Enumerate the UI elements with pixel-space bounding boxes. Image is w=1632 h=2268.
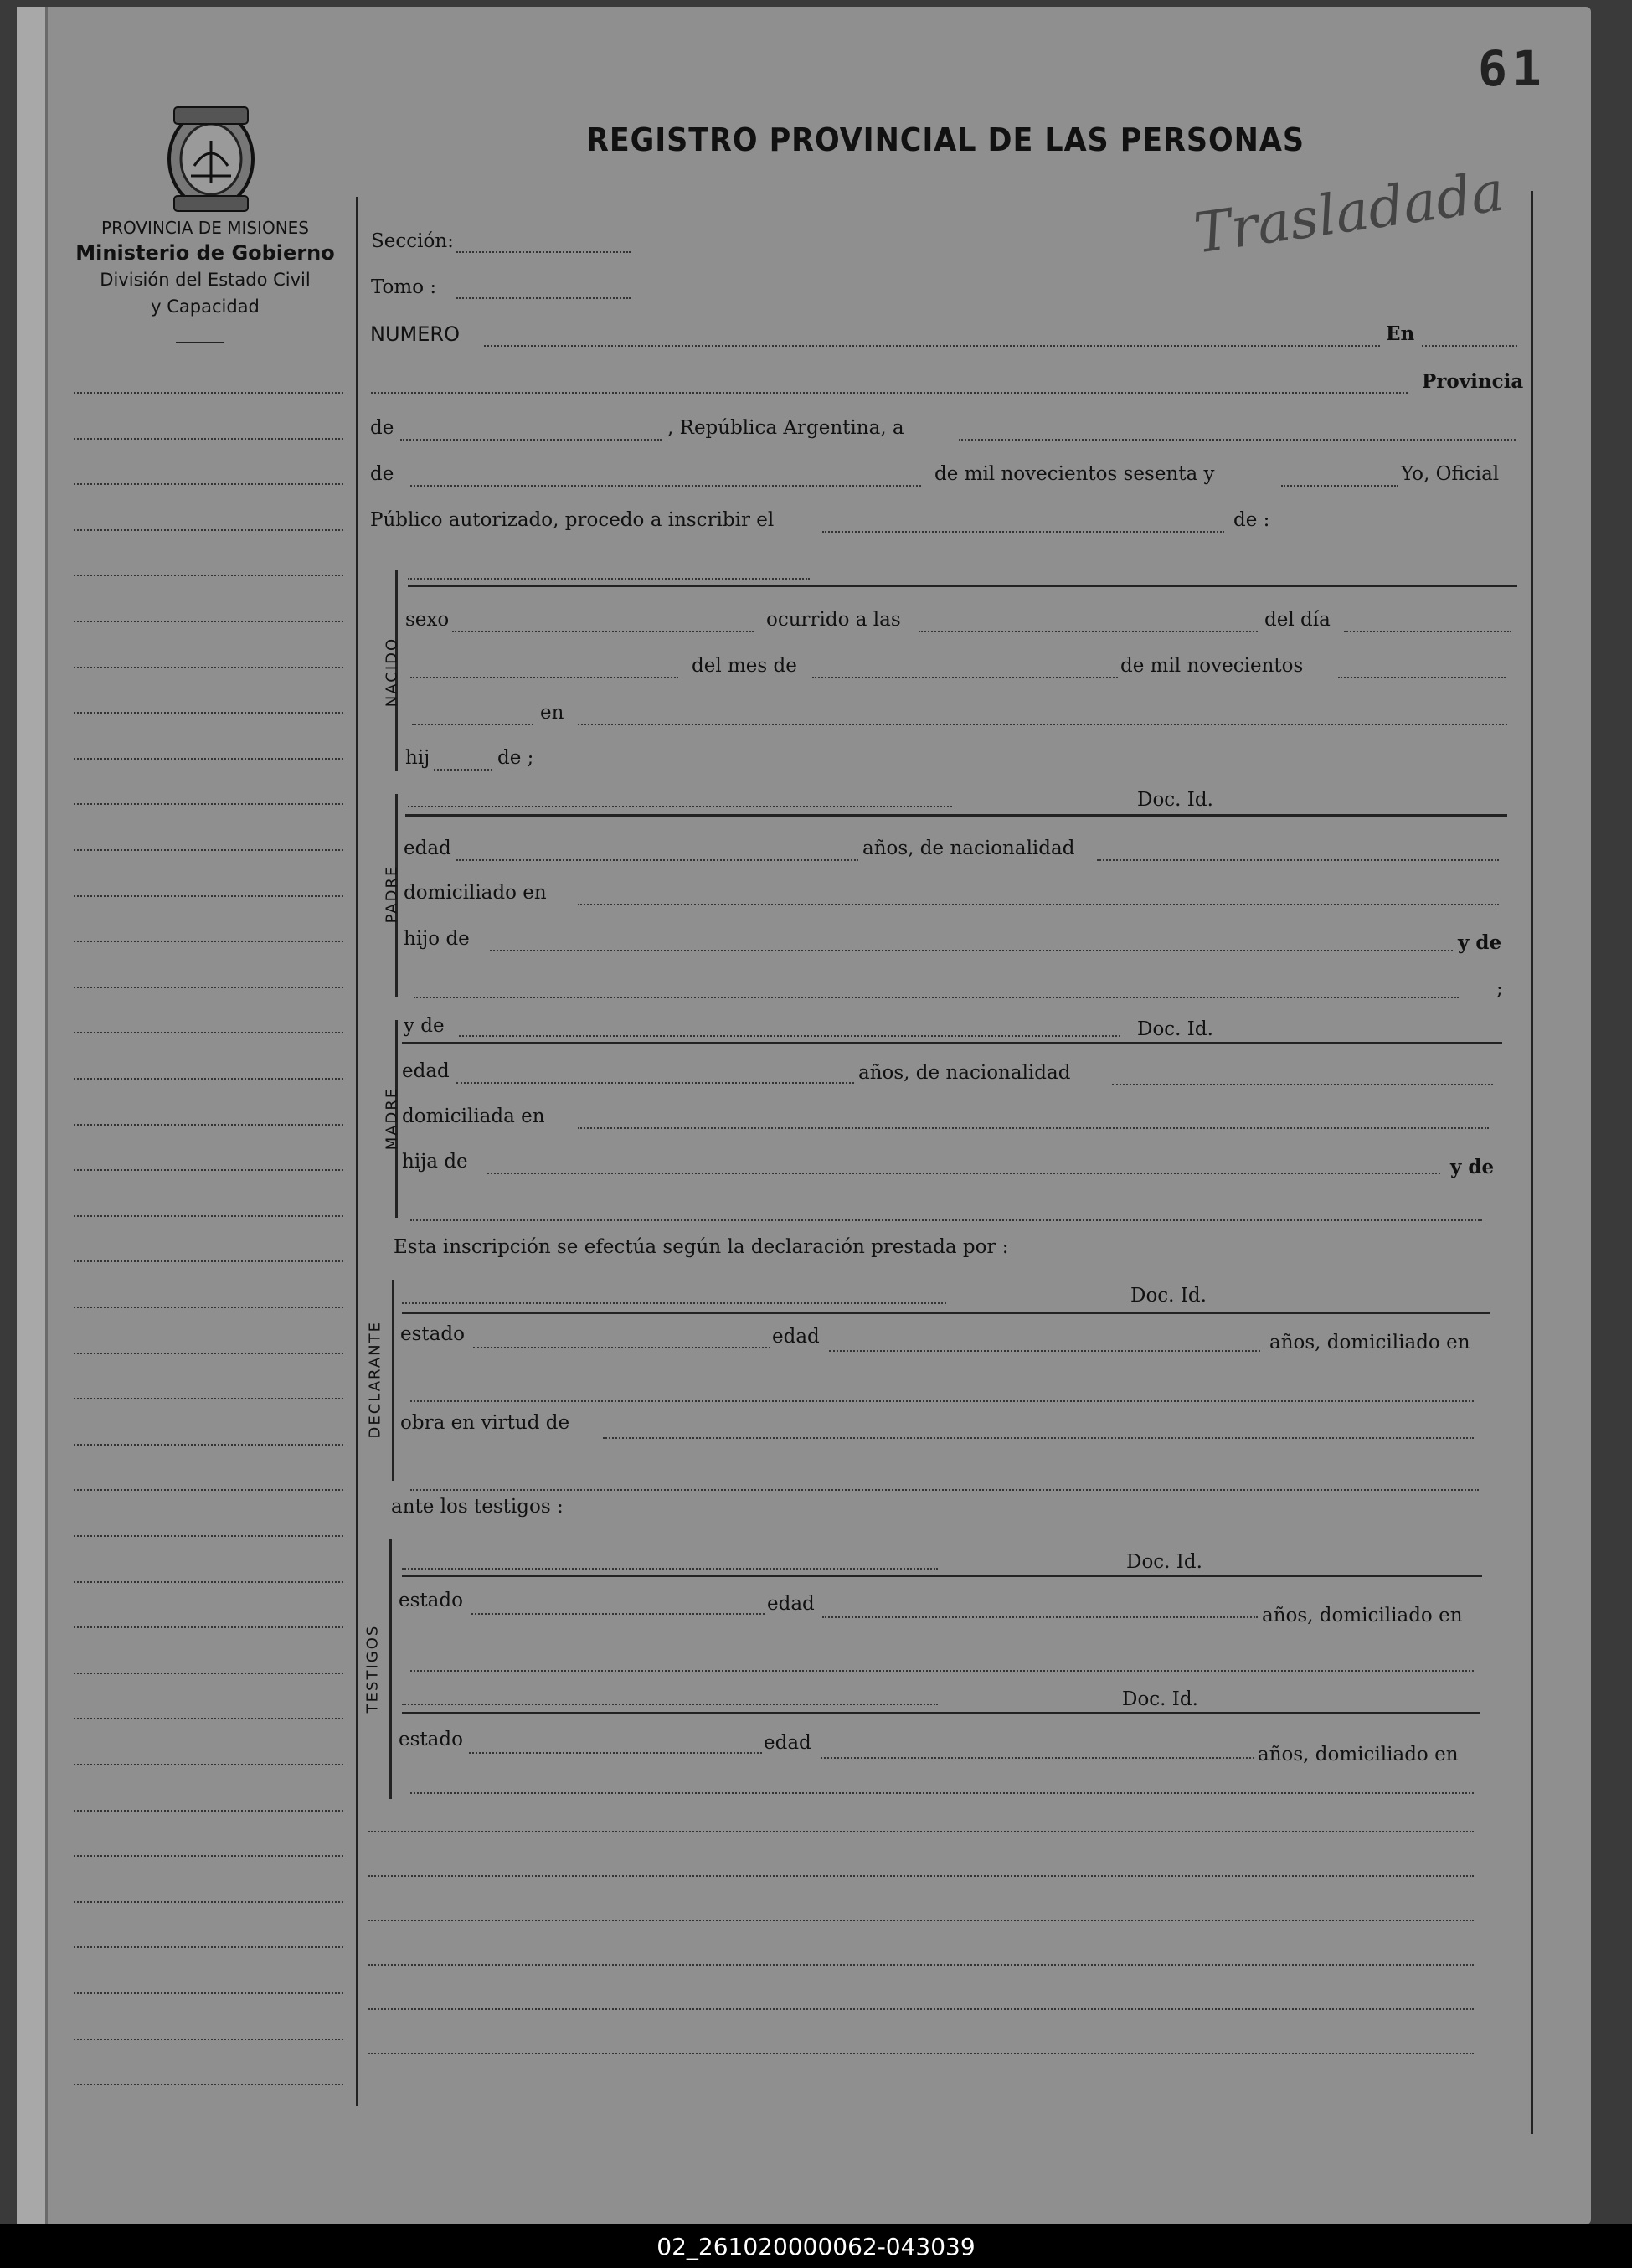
declarante-estado-label: estado: [400, 1323, 465, 1345]
margin-line[interactable]: [74, 1855, 343, 1857]
margin-line[interactable]: [74, 1581, 343, 1583]
testigo2-domicilio-label: años, domiciliado en: [1258, 1744, 1459, 1765]
margin-line[interactable]: [74, 1718, 343, 1719]
padre-nacionalidad-label: años, de nacionalidad: [862, 838, 1075, 859]
testigos-bracket: [389, 1539, 392, 1799]
margin-line[interactable]: [74, 529, 343, 531]
padre-domicilio-field[interactable]: [578, 904, 1499, 905]
padre-side-label: PADRE: [383, 864, 401, 924]
register-page: [17, 7, 1591, 2224]
padre-hijo-de-label: hijo de: [404, 928, 470, 950]
madre-side-label: MADRE: [383, 1086, 401, 1151]
margin-line[interactable]: [74, 1901, 343, 1903]
notes-line[interactable]: [368, 2008, 1474, 2010]
notes-line[interactable]: [368, 1831, 1474, 1832]
madre-hija-de-label: hija de: [402, 1151, 468, 1173]
margin-line[interactable]: [74, 987, 343, 988]
scan-id: 02_261020000062-043039: [656, 2233, 976, 2260]
de2-label: de: [370, 463, 394, 485]
padre-y-de-field[interactable]: [414, 997, 1459, 998]
hij-label: hij: [405, 747, 430, 769]
margin-line[interactable]: [74, 392, 343, 394]
margin-line[interactable]: [74, 483, 343, 485]
testigos-side-label: TESTIGOS: [363, 1624, 382, 1714]
ocurrido-label: ocurrido a las: [766, 609, 901, 631]
margin-line[interactable]: [74, 1992, 343, 1994]
testigo1-domicilio-label: años, domiciliado en: [1262, 1605, 1463, 1626]
en-lugar-label: en: [540, 702, 564, 724]
madre-doc-label: Doc. Id.: [1137, 1018, 1213, 1040]
page-number: 61: [1478, 40, 1547, 97]
numero-field[interactable]: [484, 345, 1380, 347]
madre-y-de-field[interactable]: [410, 1219, 1482, 1221]
margin-line[interactable]: [74, 1124, 343, 1126]
document-title: REGISTRO PROVINCIAL DE LAS PERSONAS: [586, 121, 1305, 158]
seccion-field[interactable]: [456, 251, 631, 253]
padre-edad-field[interactable]: [456, 859, 858, 861]
del-mes-label: del mes de: [692, 655, 797, 677]
margin-line[interactable]: [74, 849, 343, 851]
testigo1-name-field[interactable]: [402, 1568, 938, 1570]
del-dia-label: del día: [1264, 609, 1331, 631]
margin-line[interactable]: [74, 1169, 343, 1171]
margin-line[interactable]: [74, 1215, 343, 1217]
madre-domicilio-label: domiciliada en: [402, 1106, 545, 1127]
testigo2-estado-label: estado: [399, 1729, 463, 1750]
header-divider: [176, 342, 224, 343]
testigo1-name-rule: [402, 1575, 1482, 1577]
margin-line[interactable]: [74, 1032, 343, 1033]
margin-line[interactable]: [74, 1398, 343, 1399]
padre-name-field[interactable]: [408, 806, 952, 807]
declarante-edad-field[interactable]: [829, 1350, 1260, 1352]
dia-cont-field[interactable]: [410, 677, 678, 678]
sesenta-label: de mil novecientos sesenta y: [934, 463, 1215, 485]
testigo1-edad-field[interactable]: [822, 1616, 1258, 1618]
margin-line[interactable]: [74, 575, 343, 576]
madre-name-rule: [402, 1042, 1502, 1044]
location-field[interactable]: [371, 392, 1408, 394]
republica-label: , República Argentina, a: [667, 417, 904, 439]
madre-nacionalidad-label: años, de nacionalidad: [858, 1062, 1071, 1084]
mil-novecientos-label: de mil novecientos: [1120, 655, 1304, 677]
margin-line[interactable]: [74, 1444, 343, 1446]
scan-footer: [0, 2224, 1632, 2268]
padre-name-rule: [405, 814, 1507, 817]
testigo2-name-rule: [402, 1712, 1480, 1714]
madre-nacionalidad-field[interactable]: [1112, 1084, 1493, 1085]
margin-line[interactable]: [74, 1489, 343, 1491]
year-field[interactable]: [1281, 485, 1398, 487]
margin-line[interactable]: [74, 1307, 343, 1308]
margin-line[interactable]: [74, 1673, 343, 1674]
declarante-bracket: [392, 1280, 394, 1481]
trasladada-stamp: Trasladada: [1190, 158, 1508, 266]
anio-cont-field[interactable]: [412, 724, 533, 725]
inscribir-field[interactable]: [822, 531, 1224, 533]
division-name: División del Estado Civil: [100, 270, 311, 290]
en-field[interactable]: [1422, 345, 1517, 347]
anio-field[interactable]: [1338, 677, 1506, 678]
testigo1-domicilio-field[interactable]: [410, 1670, 1474, 1672]
hora-field[interactable]: [919, 631, 1258, 632]
hij-suffix-field[interactable]: [434, 769, 492, 771]
de1-field[interactable]: [400, 439, 662, 441]
tomo-field[interactable]: [456, 297, 631, 299]
sexo-label: sexo: [405, 609, 450, 631]
margin-line[interactable]: [74, 621, 343, 622]
month-field[interactable]: [410, 485, 921, 487]
tomo-label: Tomo :: [371, 276, 437, 298]
margin-line[interactable]: [74, 712, 343, 714]
sexo-field[interactable]: [452, 631, 754, 632]
nacido-name-field-a[interactable]: [408, 578, 810, 580]
margin-line[interactable]: [74, 941, 343, 942]
seccion-label: Sección:: [371, 230, 454, 252]
declarante-name-field[interactable]: [402, 1302, 946, 1304]
margin-line[interactable]: [74, 1535, 343, 1537]
testigo2-edad-field[interactable]: [821, 1757, 1254, 1759]
mes-field[interactable]: [812, 677, 1118, 678]
declarante-side-label: DECLARANTE: [366, 1321, 384, 1439]
declarante-name-rule: [402, 1312, 1490, 1314]
publico-label: Público autorizado, procedo a inscribir el: [370, 509, 775, 531]
margin-line[interactable]: [74, 667, 343, 668]
margin-line[interactable]: [74, 895, 343, 897]
testigo2-doc-label: Doc. Id.: [1122, 1688, 1198, 1710]
numero-label: NUMERO: [370, 322, 460, 346]
capacity-name: y Capacidad: [151, 296, 260, 317]
padre-hijo-de-field[interactable]: [490, 950, 1453, 951]
en-label: En: [1386, 322, 1415, 345]
madre-edad-label: edad: [402, 1060, 450, 1082]
margin-line[interactable]: [74, 1946, 343, 1948]
left-column-rule: [356, 197, 358, 2106]
date-field[interactable]: [959, 439, 1516, 441]
testigo2-name-field[interactable]: [402, 1704, 938, 1705]
testigo1-estado-field[interactable]: [471, 1613, 765, 1615]
nacido-side-label: NACIDO: [383, 637, 401, 708]
ante-testigos-text: ante los testigos :: [391, 1496, 564, 1518]
declarante-edad-label: edad: [772, 1326, 820, 1348]
testigo1-edad-label: edad: [767, 1593, 815, 1615]
madre-domicilio-field[interactable]: [578, 1127, 1489, 1129]
testigo2-domicilio-field[interactable]: [410, 1792, 1474, 1794]
de1-label: de: [370, 417, 394, 439]
notes-line[interactable]: [368, 1964, 1474, 1966]
notes-line[interactable]: [368, 1875, 1474, 1877]
testigo2-edad-label: edad: [764, 1732, 811, 1754]
declarante-doc-label: Doc. Id.: [1130, 1285, 1207, 1307]
inscripcion-text: Esta inscripción se efectúa según la declaración prestada por :: [394, 1236, 1009, 1258]
margin-line[interactable]: [74, 758, 343, 760]
madre-name-field[interactable]: [459, 1035, 1120, 1037]
lugar-field[interactable]: [578, 724, 1507, 725]
yo-oficial-label: Yo, Oficial: [1401, 463, 1500, 485]
declarante-obra-field[interactable]: [603, 1437, 1474, 1439]
declarante-extra-field[interactable]: [410, 1489, 1479, 1491]
padre-nacionalidad-field[interactable]: [1097, 859, 1499, 861]
margin-line[interactable]: [74, 1260, 343, 1262]
margin-line[interactable]: [74, 2039, 343, 2040]
margin-line[interactable]: [74, 1626, 343, 1628]
margin-line[interactable]: [74, 1810, 343, 1812]
de-colon-label: de :: [1233, 509, 1270, 531]
right-column-rule: [1531, 191, 1533, 2134]
padre-y-de-label: y de: [1458, 931, 1502, 954]
hij-de-label: de ;: [497, 747, 534, 769]
dia-field[interactable]: [1344, 631, 1511, 632]
margin-line[interactable]: [74, 1764, 343, 1765]
padre-semicolon: ;: [1496, 978, 1503, 1000]
margin-line[interactable]: [74, 2084, 343, 2085]
madre-hija-de-field[interactable]: [487, 1173, 1440, 1174]
testigo1-estado-label: estado: [399, 1590, 463, 1611]
declarante-obra-label: obra en virtud de: [400, 1412, 570, 1434]
declarante-domicilio-field[interactable]: [410, 1400, 1474, 1402]
margin-line[interactable]: [74, 1353, 343, 1354]
margin-line[interactable]: [74, 1078, 343, 1080]
madre-y-de-label: y de: [1450, 1156, 1495, 1178]
province-name: PROVINCIA DE MISIONES: [101, 218, 309, 238]
declarante-domicilio-label: años, domiciliado en: [1269, 1332, 1470, 1353]
madre-edad-field[interactable]: [456, 1082, 854, 1084]
province-seal-icon: [157, 99, 265, 216]
madre-y-de-top-label: y de: [404, 1015, 445, 1037]
padre-edad-label: edad: [404, 838, 451, 859]
margin-line[interactable]: [74, 438, 343, 440]
padre-doc-label: Doc. Id.: [1137, 789, 1213, 811]
provincia-label: Provincia: [1422, 370, 1524, 393]
testigo2-estado-field[interactable]: [469, 1752, 762, 1754]
nacido-name-rule: [408, 585, 1517, 587]
ministry-name: Ministerio de Gobierno: [75, 241, 335, 265]
testigo1-doc-label: Doc. Id.: [1126, 1551, 1202, 1573]
declarante-estado-field[interactable]: [473, 1347, 770, 1348]
margin-line[interactable]: [74, 803, 343, 805]
notes-line[interactable]: [368, 2053, 1474, 2054]
padre-domicilio-label: domiciliado en: [404, 882, 547, 904]
notes-line[interactable]: [368, 1920, 1474, 1921]
page-binding: [17, 7, 48, 2224]
